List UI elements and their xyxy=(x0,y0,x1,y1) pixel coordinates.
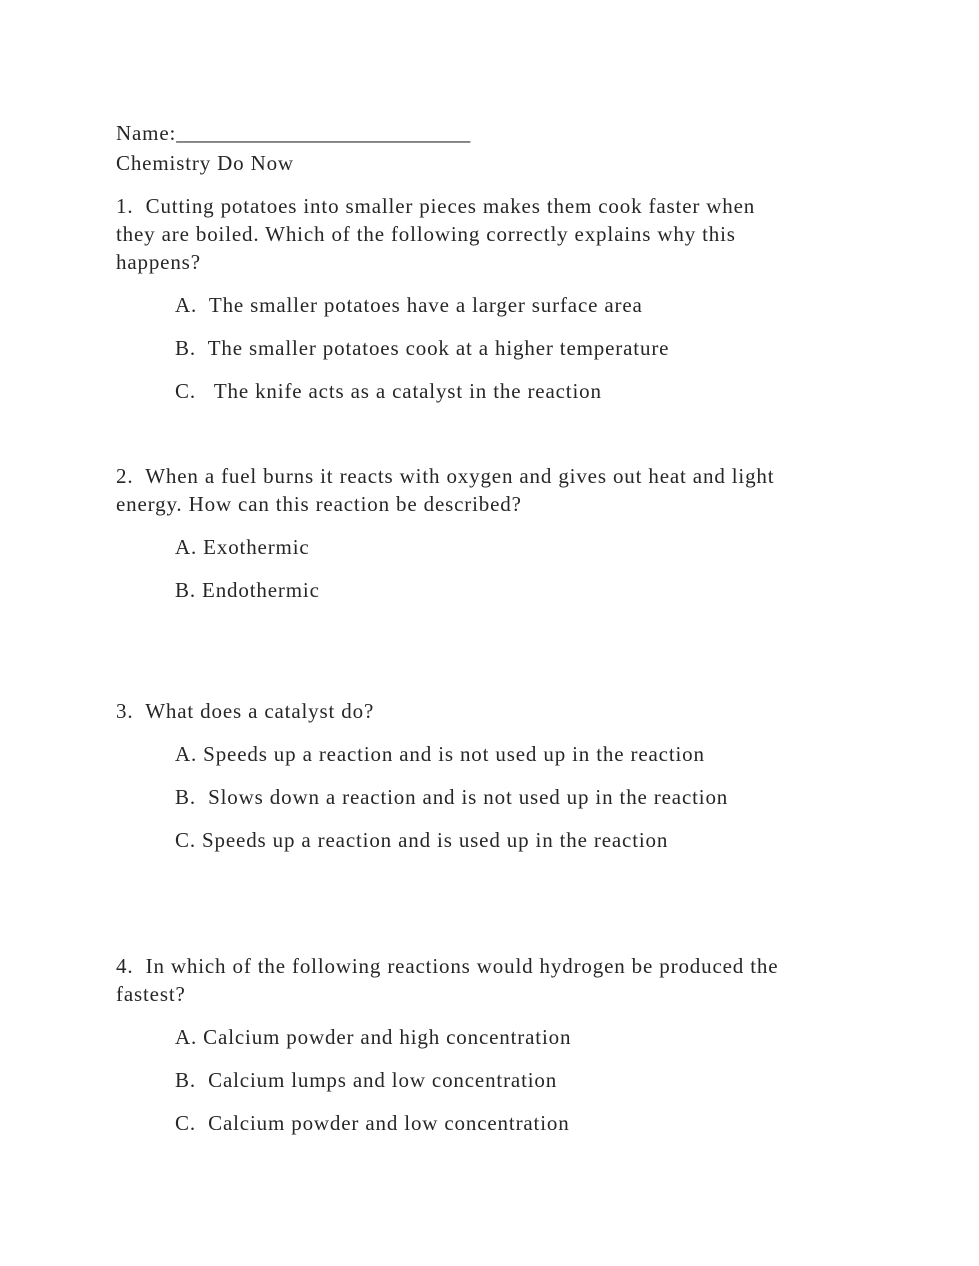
question-4-text xyxy=(116,952,876,1008)
question-3 xyxy=(116,697,876,854)
question-4-option-b: B. Calcium lumps and low concentration xyxy=(175,1068,558,1092)
question-1-line: happens? xyxy=(116,250,201,274)
question-3-option-c: C. Speeds up a reaction and is used up in the reaction xyxy=(175,828,669,852)
name-row xyxy=(116,118,939,148)
question-3-option-a: A. Speeds up a reaction and is not used up in the reaction xyxy=(175,742,705,766)
question-1 xyxy=(116,192,876,405)
question-1-option-b: B. The smaller potatoes cook at a higher temperature xyxy=(175,336,670,360)
name-blank-line: ____________________________ xyxy=(176,121,471,145)
question-1-line: they are boiled. Which of the following correctly explains why this xyxy=(116,222,736,246)
question-2-option-a: A. Exothermic xyxy=(175,535,310,559)
question-3-text xyxy=(116,697,876,725)
question-1-option-a: A. The smaller potatoes have a larger surface area xyxy=(175,293,643,317)
question-4-line: 4. In which of the following reactions would hydrogen be produced the xyxy=(116,954,779,978)
question-1-text xyxy=(116,192,876,276)
question-2-line: 2. When a fuel burns it reacts with oxygen and gives out heat and light xyxy=(116,464,775,488)
question-1-option-c: C. The knife acts as a catalyst in the reaction xyxy=(175,379,602,403)
question-4-option-a: A. Calcium powder and high concentration xyxy=(175,1025,572,1049)
name-label: Name: xyxy=(116,121,177,145)
question-1-line: 1. Cutting potatoes into smaller pieces makes them cook faster when xyxy=(116,194,756,218)
worksheet-header xyxy=(116,118,939,178)
question-2-option-b: B. Endothermic xyxy=(175,578,320,602)
question-2 xyxy=(116,462,876,604)
question-2-line: energy. How can this reaction be described? xyxy=(116,492,522,516)
question-3-line: 3. What does a catalyst do? xyxy=(116,699,375,723)
question-4-option-c: C. Calcium powder and low concentration xyxy=(175,1111,570,1135)
question-4-line: fastest? xyxy=(116,982,186,1006)
question-4 xyxy=(116,952,876,1137)
question-3-option-b: B. Slows down a reaction and is not used up in the reaction xyxy=(175,785,729,809)
worksheet-title: Chemistry Do Now xyxy=(116,151,294,175)
question-2-text xyxy=(116,462,876,518)
